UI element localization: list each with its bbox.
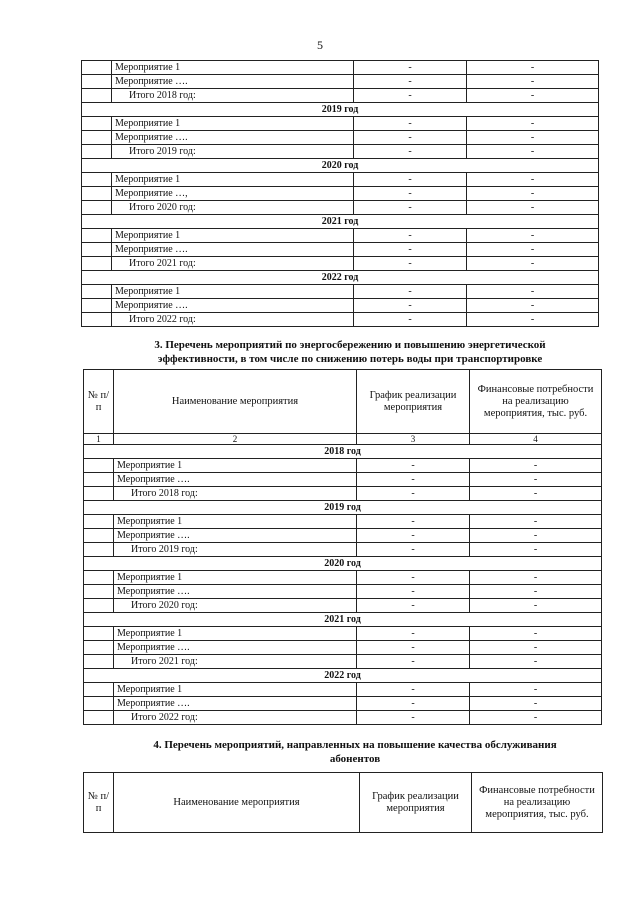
activity-name: Мероприятие …. <box>114 641 357 655</box>
row-num-cell <box>82 117 112 131</box>
finance-cell: - <box>470 571 602 585</box>
finance-cell: - <box>467 131 599 145</box>
activity-name: Мероприятие 1 <box>114 459 357 473</box>
activity-name: Мероприятие 1 <box>112 61 354 75</box>
finance-cell: - <box>467 313 599 327</box>
finance-cell: - <box>467 89 599 103</box>
finance-cell: - <box>470 487 602 501</box>
year-total-label: Итого 2018 год: <box>114 487 357 501</box>
table-row <box>82 285 599 299</box>
header-name: Наименование мероприятия <box>114 370 357 434</box>
schedule-cell: - <box>357 697 470 711</box>
year-label: 2019 год <box>82 103 599 117</box>
year-label: 2021 год <box>84 613 602 627</box>
row-num-cell <box>84 683 114 697</box>
table-row <box>84 459 602 473</box>
row-num-cell <box>82 285 112 299</box>
schedule-cell: - <box>357 711 470 725</box>
activities-table-continued <box>81 60 599 327</box>
table-row <box>84 515 602 529</box>
activity-name: Мероприятие 1 <box>114 627 357 641</box>
finance-cell: - <box>467 75 599 89</box>
table-row <box>84 543 602 557</box>
table-row <box>82 61 599 75</box>
header-schedule: График реализации мероприятия <box>360 773 472 833</box>
table-row <box>82 131 599 145</box>
schedule-cell: - <box>354 299 467 313</box>
schedule-cell: - <box>354 75 467 89</box>
year-total-label: Итого 2019 год: <box>112 145 354 159</box>
column-number: 2 <box>114 434 357 445</box>
page-number: 5 <box>317 38 323 52</box>
schedule-cell: - <box>357 515 470 529</box>
section-4-heading-line-1: 4. Перечень мероприятий, направленных на повышение качества обслуживания <box>153 739 557 751</box>
header-schedule: График реализации мероприятия <box>357 370 470 434</box>
year-row <box>84 669 602 683</box>
finance-cell: - <box>470 697 602 711</box>
row-num-cell <box>82 89 112 103</box>
row-num-cell <box>84 627 114 641</box>
year-row <box>82 215 599 229</box>
activity-name: Мероприятие 1 <box>114 683 357 697</box>
header-name: Наименование мероприятия <box>114 773 360 833</box>
table-row <box>84 683 602 697</box>
schedule-cell: - <box>357 543 470 557</box>
finance-cell: - <box>467 243 599 257</box>
table-row <box>84 529 602 543</box>
row-num-cell <box>84 641 114 655</box>
table-row <box>82 173 599 187</box>
row-num-cell <box>84 543 114 557</box>
year-label: 2018 год <box>84 445 602 459</box>
column-number: 4 <box>470 434 602 445</box>
finance-cell: - <box>467 201 599 215</box>
header-finance: Финансовые потребности на реализацию мероприятия, тыс. руб. <box>472 773 603 833</box>
schedule-cell: - <box>357 529 470 543</box>
row-num-cell <box>84 459 114 473</box>
schedule-cell: - <box>354 131 467 145</box>
finance-cell: - <box>470 473 602 487</box>
year-total-label: Итого 2019 год: <box>114 543 357 557</box>
table-row <box>84 641 602 655</box>
table-row <box>82 75 599 89</box>
schedule-cell: - <box>354 89 467 103</box>
year-total-label: Итого 2020 год: <box>114 599 357 613</box>
row-num-cell <box>82 75 112 89</box>
finance-cell: - <box>470 641 602 655</box>
schedule-cell: - <box>354 145 467 159</box>
column-number: 3 <box>357 434 470 445</box>
schedule-cell: - <box>357 627 470 641</box>
year-label: 2022 год <box>82 271 599 285</box>
table-row <box>82 229 599 243</box>
schedule-cell: - <box>357 641 470 655</box>
activity-name: Мероприятие …. <box>112 299 354 313</box>
schedule-cell: - <box>357 683 470 697</box>
finance-cell: - <box>467 257 599 271</box>
activity-name: Мероприятие …. <box>114 529 357 543</box>
finance-cell: - <box>470 543 602 557</box>
schedule-cell: - <box>354 201 467 215</box>
row-num-cell <box>82 131 112 145</box>
column-number: 1 <box>84 434 114 445</box>
header-num: № п/п <box>84 370 114 434</box>
table-row <box>84 571 602 585</box>
finance-cell: - <box>467 285 599 299</box>
schedule-cell: - <box>354 173 467 187</box>
table-row <box>84 711 602 725</box>
row-num-cell <box>82 173 112 187</box>
table-row <box>84 599 602 613</box>
row-num-cell <box>82 201 112 215</box>
finance-cell: - <box>470 515 602 529</box>
row-num-cell <box>82 299 112 313</box>
row-num-cell <box>82 229 112 243</box>
schedule-cell: - <box>354 61 467 75</box>
finance-cell: - <box>467 61 599 75</box>
year-row <box>84 445 602 459</box>
finance-cell: - <box>470 585 602 599</box>
finance-cell: - <box>470 599 602 613</box>
schedule-cell: - <box>357 473 470 487</box>
year-label: 2021 год <box>82 215 599 229</box>
table-row <box>84 585 602 599</box>
header-finance: Финансовые потребности на реализацию мероприятия, тыс. руб. <box>470 370 602 434</box>
year-total-label: Итого 2018 год: <box>112 89 354 103</box>
activity-name: Мероприятие …. <box>114 697 357 711</box>
schedule-cell: - <box>354 313 467 327</box>
year-row <box>84 557 602 571</box>
row-num-cell <box>84 515 114 529</box>
schedule-cell: - <box>357 571 470 585</box>
activity-name: Мероприятие …. <box>112 131 354 145</box>
year-total-label: Итого 2021 год: <box>114 655 357 669</box>
row-num-cell <box>84 599 114 613</box>
table-row <box>82 89 599 103</box>
finance-cell: - <box>470 627 602 641</box>
finance-cell: - <box>467 299 599 313</box>
activity-name: Мероприятие 1 <box>114 515 357 529</box>
schedule-cell: - <box>354 117 467 131</box>
row-num-cell <box>82 61 112 75</box>
schedule-cell: - <box>354 187 467 201</box>
table-row <box>84 473 602 487</box>
service-quality-table <box>83 772 603 833</box>
finance-cell: - <box>470 711 602 725</box>
row-num-cell <box>84 711 114 725</box>
schedule-cell: - <box>354 229 467 243</box>
year-total-label: Итого 2021 год: <box>112 257 354 271</box>
section-4-heading-line-2: абонентов <box>329 753 381 765</box>
row-num-cell <box>84 655 114 669</box>
activity-name: Мероприятие …. <box>114 473 357 487</box>
year-label: 2022 год <box>84 669 602 683</box>
activity-name: Мероприятие …, <box>112 187 354 201</box>
table-row <box>82 313 599 327</box>
table-row <box>82 257 599 271</box>
finance-cell: - <box>470 529 602 543</box>
table-row <box>82 299 599 313</box>
row-num-cell <box>82 313 112 327</box>
year-total-label: Итого 2022 год: <box>112 313 354 327</box>
year-row <box>84 613 602 627</box>
table-row <box>84 655 602 669</box>
activity-name: Мероприятие …. <box>112 243 354 257</box>
finance-cell: - <box>470 683 602 697</box>
row-num-cell <box>84 487 114 501</box>
section-3-heading-line-2: эффективности, в том числе по снижению потерь воды при транспортировке <box>157 353 543 365</box>
schedule-cell: - <box>354 243 467 257</box>
activity-name: Мероприятие 1 <box>112 117 354 131</box>
schedule-cell: - <box>357 655 470 669</box>
year-row <box>82 103 599 117</box>
schedule-cell: - <box>354 257 467 271</box>
row-num-cell <box>84 571 114 585</box>
table-row <box>82 201 599 215</box>
year-total-label: Итого 2022 год: <box>114 711 357 725</box>
row-num-cell <box>82 257 112 271</box>
finance-cell: - <box>467 173 599 187</box>
section-3-heading <box>120 338 580 366</box>
schedule-cell: - <box>357 599 470 613</box>
section-3-heading-line-1: 3. Перечень мероприятий по энергосбережению и повышению энергетической <box>154 339 546 351</box>
row-num-cell <box>84 585 114 599</box>
table-row <box>84 487 602 501</box>
activity-name: Мероприятие 1 <box>112 229 354 243</box>
schedule-cell: - <box>357 487 470 501</box>
row-num-cell <box>82 243 112 257</box>
row-num-cell <box>84 473 114 487</box>
finance-cell: - <box>467 187 599 201</box>
energy-efficiency-table <box>83 369 602 725</box>
table-row <box>82 243 599 257</box>
year-label: 2020 год <box>82 159 599 173</box>
table-row <box>82 117 599 131</box>
table-row <box>82 187 599 201</box>
schedule-cell: - <box>354 285 467 299</box>
finance-cell: - <box>467 229 599 243</box>
finance-cell: - <box>467 145 599 159</box>
activity-name: Мероприятие 1 <box>114 571 357 585</box>
year-row <box>82 159 599 173</box>
activity-name: Мероприятие …. <box>114 585 357 599</box>
section-4-heading <box>120 738 590 766</box>
activity-name: Мероприятие 1 <box>112 173 354 187</box>
row-num-cell <box>82 145 112 159</box>
schedule-cell: - <box>357 585 470 599</box>
table-row <box>84 627 602 641</box>
activity-name: Мероприятие …. <box>112 75 354 89</box>
finance-cell: - <box>470 655 602 669</box>
finance-cell: - <box>470 459 602 473</box>
year-total-label: Итого 2020 год: <box>112 201 354 215</box>
year-row <box>82 271 599 285</box>
row-num-cell <box>84 697 114 711</box>
year-label: 2019 год <box>84 501 602 515</box>
row-num-cell <box>84 529 114 543</box>
schedule-cell: - <box>357 459 470 473</box>
activity-name: Мероприятие 1 <box>112 285 354 299</box>
table-row <box>82 145 599 159</box>
year-row <box>84 501 602 515</box>
header-num: № п/п <box>84 773 114 833</box>
finance-cell: - <box>467 117 599 131</box>
row-num-cell <box>82 187 112 201</box>
table-row <box>84 697 602 711</box>
year-label: 2020 год <box>84 557 602 571</box>
